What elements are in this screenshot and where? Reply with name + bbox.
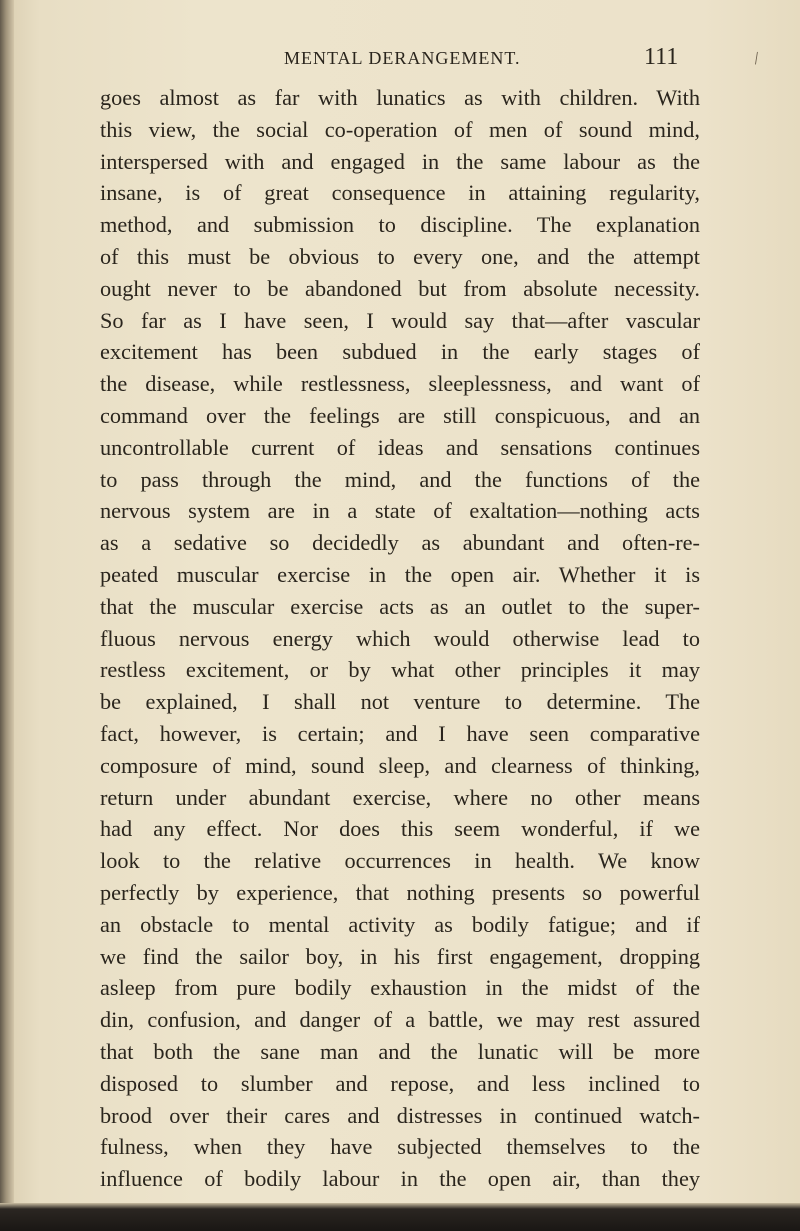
text-line: the disease, while restlessness, sleeplessness, and want of [100,371,700,397]
text-line: method, and submission to discipline. The explanation [100,212,700,238]
text-line: as a sedative so decidedly as abundant and often-re- [100,530,700,556]
text-line: to pass through the mind, and the functions of the [100,466,700,492]
text-line: that the muscular exercise acts as an outlet to the super- [100,593,700,619]
text-line: fluous nervous energy which would otherwise lead to [100,625,700,651]
text-line: peated muscular exercise in the open air. Whether it is [100,561,700,587]
text-line: be explained, I shall not venture to determine. The [100,689,700,715]
running-title: MENTAL DERANGEMENT. [284,48,521,68]
text-line: brood over their cares and distresses in continued watch- [100,1102,700,1128]
text-line: disposed to slumber and repose, and less inclined to [100,1070,700,1096]
bottom-edge [0,1203,800,1231]
text-line: nervous system are in a state of exaltation—nothing acts [100,498,700,524]
text-line: this view, the social co-operation of men of sound mind, [100,116,700,142]
page-number: 111 [644,44,679,70]
text-line: interspersed with and engaged in the same labour as the [100,148,700,174]
text-line: an obstacle to mental activity as bodily fatigue; and if [100,911,700,937]
text-line: return under abundant exercise, where no other means [100,784,700,810]
text-line: So far as I have seen, I would say that—after vascular [100,307,700,333]
text-line: that both the sane man and the lunatic will be more [100,1038,700,1064]
text-line: goes almost as far with lunatics as with children. With [100,85,700,110]
text-line: composure of mind, sound sleep, and clearness of thinking, [100,752,700,778]
text-line: fulness, when they have subjected themselves to the [100,1134,700,1160]
text-line: excitement has been subdued in the early stages of [100,339,700,365]
text-line: insane, is of great consequence in attaining regularity, [100,180,700,206]
text-line: we find the sailor boy, in his first engagement, dropping [100,943,700,969]
text-line: restless excitement, or by what other principles it may [100,657,700,683]
text-line: ought never to be abandoned but from absolute necessity. [100,275,700,301]
corner-mark: / [752,47,761,69]
text-line: command over the feelings are still conspicuous, and an [100,402,700,428]
text-line: asleep from pure bodily exhaustion in the midst of the [100,975,700,1001]
text-line: din, confusion, and danger of a battle, we may rest assured [100,1007,700,1033]
binding-edge [0,0,14,1231]
text-line: perfectly by experience, that nothing presents so powerful [100,879,700,905]
text-line: had any effect. Nor does this seem wonderful, if we [100,816,700,842]
page-header [0,44,800,74]
text-line: influence of bodily labour in the open air, than they [100,1166,700,1192]
body-text [100,82,700,1195]
text-line: uncontrollable current of ideas and sensations continues [100,434,700,460]
text-line: look to the relative occurrences in health. We know [100,848,700,874]
text-line: fact, however, is certain; and I have seen comparative [100,720,700,746]
text-line: of this must be obvious to every one, and the attempt [100,243,700,269]
